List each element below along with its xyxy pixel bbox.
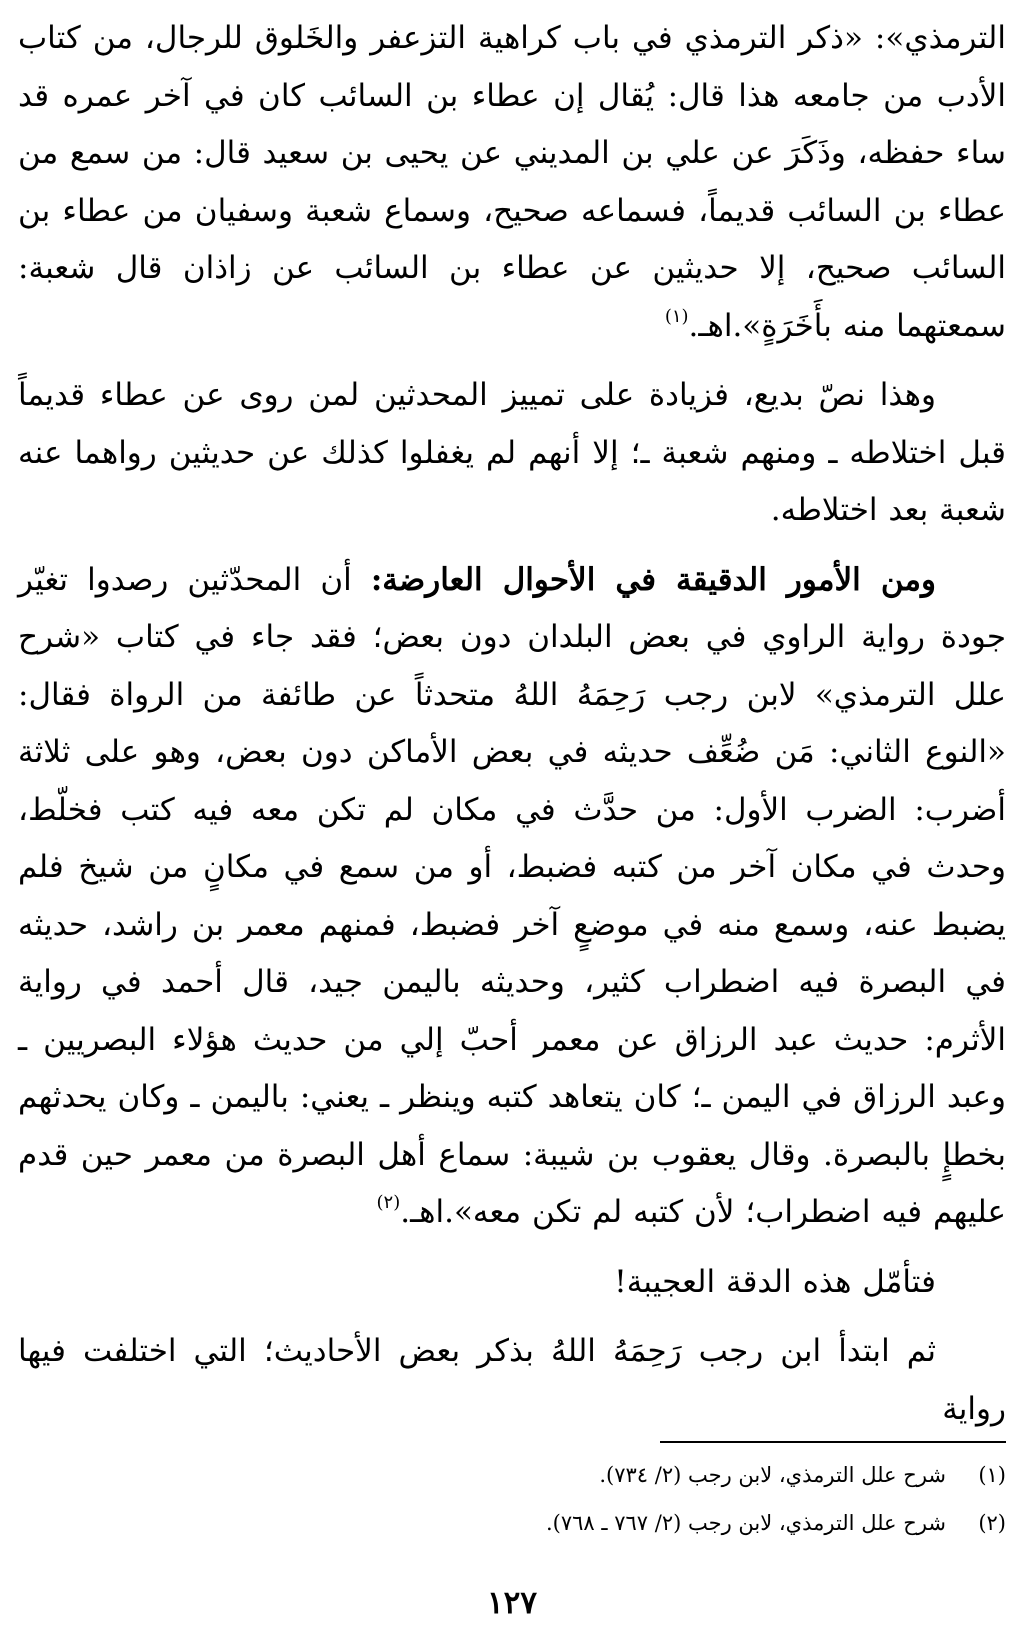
footnote-1-number: (١) [978,1463,1006,1487]
footnote-2-number: (٢) [978,1511,1006,1535]
footnote-1-text: شرح علل الترمذي، لابن رجب (٢/ ٧٣٤). [599,1463,946,1487]
footnotes [18,1451,1006,1547]
paragraph-5 [18,1323,1006,1438]
paragraph-4-text: فتأمّل هذه الدقة العجيبة! [614,1263,936,1300]
paragraph-1-text: الترمذي»: «ذكر الترمذي في باب كراهية التزعفر والخَلوق للرجال، من كتاب الأدب من جامعه هذا قال: يُقال إن عطاء بن السائب كان في آخر عمره قد ساء حفظه، وذَكَرَ عن علي بن المديني عن يحيى بن سعيد قال: من سمع من عطاء بن السائب قديماً، فسماعه صحيح، وسماع شعبة وسفيان من عطاء بن السائب صحيح، إلا حديثين عن عطاء بن السائب عن زاذان قال شعبة: سمعتهما منه بأَخَرَةٍ».اهـ. [18,20,1006,344]
footnote-2-text: شرح علل الترمذي، لابن رجب (٢/ ٧٦٧ ـ ٧٦٨). [545,1511,946,1535]
paragraph-3 [18,552,1006,1242]
page-number: ١٢٧ [487,1585,537,1621]
footnote-divider [660,1441,1006,1443]
footnote-1 [18,1451,1006,1499]
footnote-ref-2[interactable]: (٢) [376,1192,401,1213]
paragraph-2 [18,367,1006,540]
paragraph-3-text: أن المحدّثين رصدوا تغيّر جودة رواية الراوي في بعض البلدان دون بعض؛ فقد جاء في كتاب «شرح علل الترمذي» لابن رجب رَحِمَهُ اللهُ متحدثاً عن طائفة من الرواة فقال: «النوع الثاني: مَن ضُعِّف حديثه في بعض الأماكن دون بعض، وهو على ثلاثة أضرب: الضرب الأول: من حدَّث في مكان لم تكن معه فيه كتب فخلّط، وحدث في مكان آخر من كتبه فضبط، أو من سمع في مكانٍ من شيخ فلم يضبط عنه، وسمع منه في موضعٍ آخر فضبط، فمنهم معمر بن راشد، حديثه في البصرة فيه اضطراب كثير، وحديثه باليمن جيد، قال أحمد في رواية الأثرم: حديث عبد الرزاق عن معمر أحبّ إلي من حديث هؤلاء البصريين ـ وعبد الرزاق في اليمن ـ؛ كان يتعاهد كتبه وينظر ـ يعني: باليمن ـ وكان يحدثهم بخطإٍ بالبصرة. وقال يعقوب بن شيبة: سماع أهل البصرة من معمر حين قدم عليهم فيه اضطراب؛ لأن كتبه لم تكن معه».اهـ. [18,561,1006,1230]
paragraph-4 [18,1254,1006,1312]
paragraph-3-heading: ومن الأمور الدقيقة في الأحوال العارضة: [370,561,937,598]
paragraph-2-text: وهذا نصّ بديع، فزيادة على تمييز المحدثين لمن روى عن عطاء قديماً قبل اختلاطه ـ ومنهم شعبة ـ؛ إلا أنهم لم يغفلوا كذلك عن حديثين رواهما عنه شعبة بعد اختلاطه. [18,377,1006,528]
paragraph-1 [18,10,1006,355]
paragraph-5-text: ثم ابتدأ ابن رجب رَحِمَهُ اللهُ بذكر بعض الأحاديث؛ التي اختلفت فيها رواية [18,1333,1006,1427]
footnote-2 [18,1499,1006,1547]
footnote-ref-1[interactable]: (١) [664,305,689,327]
main-text [18,10,1006,1450]
